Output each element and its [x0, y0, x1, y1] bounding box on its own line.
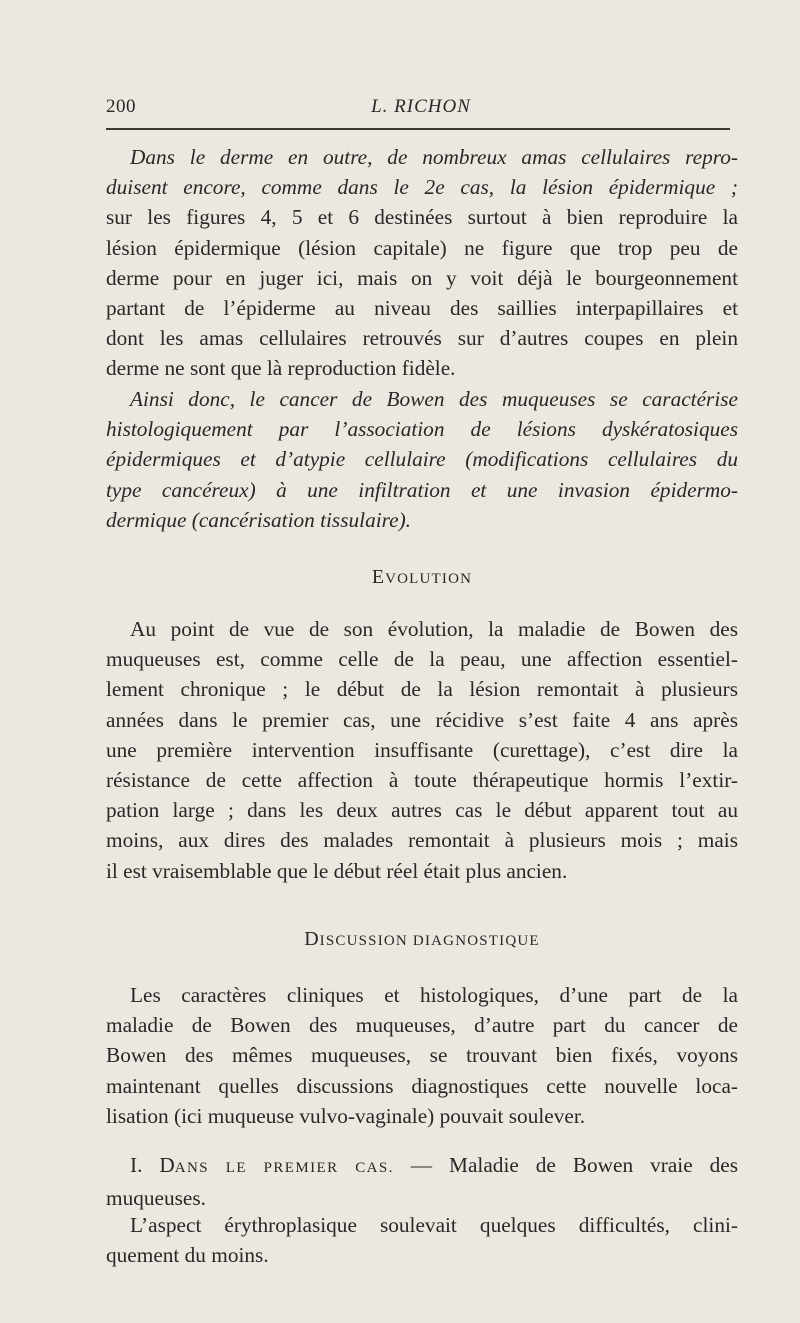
text-line: Dans le derme en outre, de nombreux amas cellulaires repro-: [130, 145, 738, 169]
paragraph-derme: [106, 142, 738, 384]
paragraph-aspect: [106, 1210, 738, 1270]
header-rule: [106, 128, 730, 130]
text-line: Au point de vue de son évolution, la maladie de Bowen des: [130, 617, 738, 641]
text-line: muqueuses est, comme celle de la peau, une affection essentiel-: [106, 647, 738, 672]
text-line: histologiquement par l’association de lésions dyskératosiques: [106, 417, 738, 442]
text-line: I. DANS LE PREMIER CAS. — Maladie de Bowen vraie des: [130, 1153, 739, 1177]
text-line: lésion épidermique (lésion capitale) ne figure que trop peu de: [106, 235, 738, 260]
paragraph-evolution: [106, 614, 738, 886]
text-line: dermique (cancérisation tissulaire).: [106, 507, 412, 532]
text-line: duisent encore, comme dans le 2e cas, la lésion épidermique ;: [106, 175, 738, 200]
text-line: derme ne sont que là reproduction fidèle.: [106, 356, 456, 381]
text-line: partant de l’épiderme au niveau des saillies interpapillaires et: [106, 296, 738, 321]
heading-evolution: EVOLUTION: [371, 566, 473, 588]
section-premier-cas: [106, 1150, 738, 1213]
text-line: lisation (ici muqueuse vulvo-vaginale) pouvait soulever.: [106, 1103, 586, 1128]
text-line: muqueuses.: [106, 1186, 206, 1211]
text-line: épidermiques et d’atypie cellulaire (modifications cellulaires du: [106, 447, 738, 472]
paragraph-discussion: [106, 980, 738, 1131]
paragraph-ainsi-donc: [106, 384, 738, 535]
page-number: 200: [106, 96, 136, 117]
heading-discussion: DISCUSSION DIAGNOSTIQUE: [304, 928, 540, 950]
text-line: quement du moins.: [106, 1243, 269, 1268]
text-line: Ainsi donc, le cancer de Bowen des muqueuses se caractérise: [130, 387, 738, 411]
text-line: derme pour en juger ici, mais on y voit déjà le bourgeonnement: [106, 265, 738, 290]
text-line: une première intervention insuffisante (curettage), c’est dire la: [106, 737, 738, 762]
page-header: [106, 96, 736, 120]
text-line: sur les figures 4, 5 et 6 destinées surtout à bien reproduire la: [106, 205, 738, 230]
text-line: années dans le premier cas, une récidive s’est faite 4 ans après: [106, 707, 738, 732]
text-line: il est vraisemblable que le début réel était plus ancien.: [106, 858, 568, 883]
running-head: L. RICHON: [371, 96, 471, 117]
text-line: maintenant quelles discussions diagnostiques cette nouvelle loca-: [106, 1073, 738, 1098]
text-line: lement chronique ; le début de la lésion remontait à plusieurs: [106, 677, 738, 702]
text-line: maladie de Bowen des muqueuses, d’autre part du cancer de: [106, 1013, 738, 1038]
text-line: L’aspect érythroplasique soulevait quelques difficultés, clini-: [130, 1213, 738, 1237]
text-line: pation large ; dans les deux autres cas le début apparent tout au: [106, 798, 738, 823]
text-line: type cancéreux) à une infiltration et une invasion épidermo-: [106, 477, 738, 502]
text-line: dont les amas cellulaires retrouvés sur d’autres coupes en plein: [106, 326, 738, 351]
text-line: Bowen des mêmes muqueuses, se trouvant bien fixés, voyons: [106, 1043, 738, 1068]
text-line: Les caractères cliniques et histologiques, d’une part de la: [130, 983, 738, 1007]
text-line: résistance de cette affection à toute thérapeutique hormis l’extir-: [106, 768, 738, 793]
text-line: moins, aux dires des malades remontait à plusieurs mois ; mais: [106, 828, 738, 853]
